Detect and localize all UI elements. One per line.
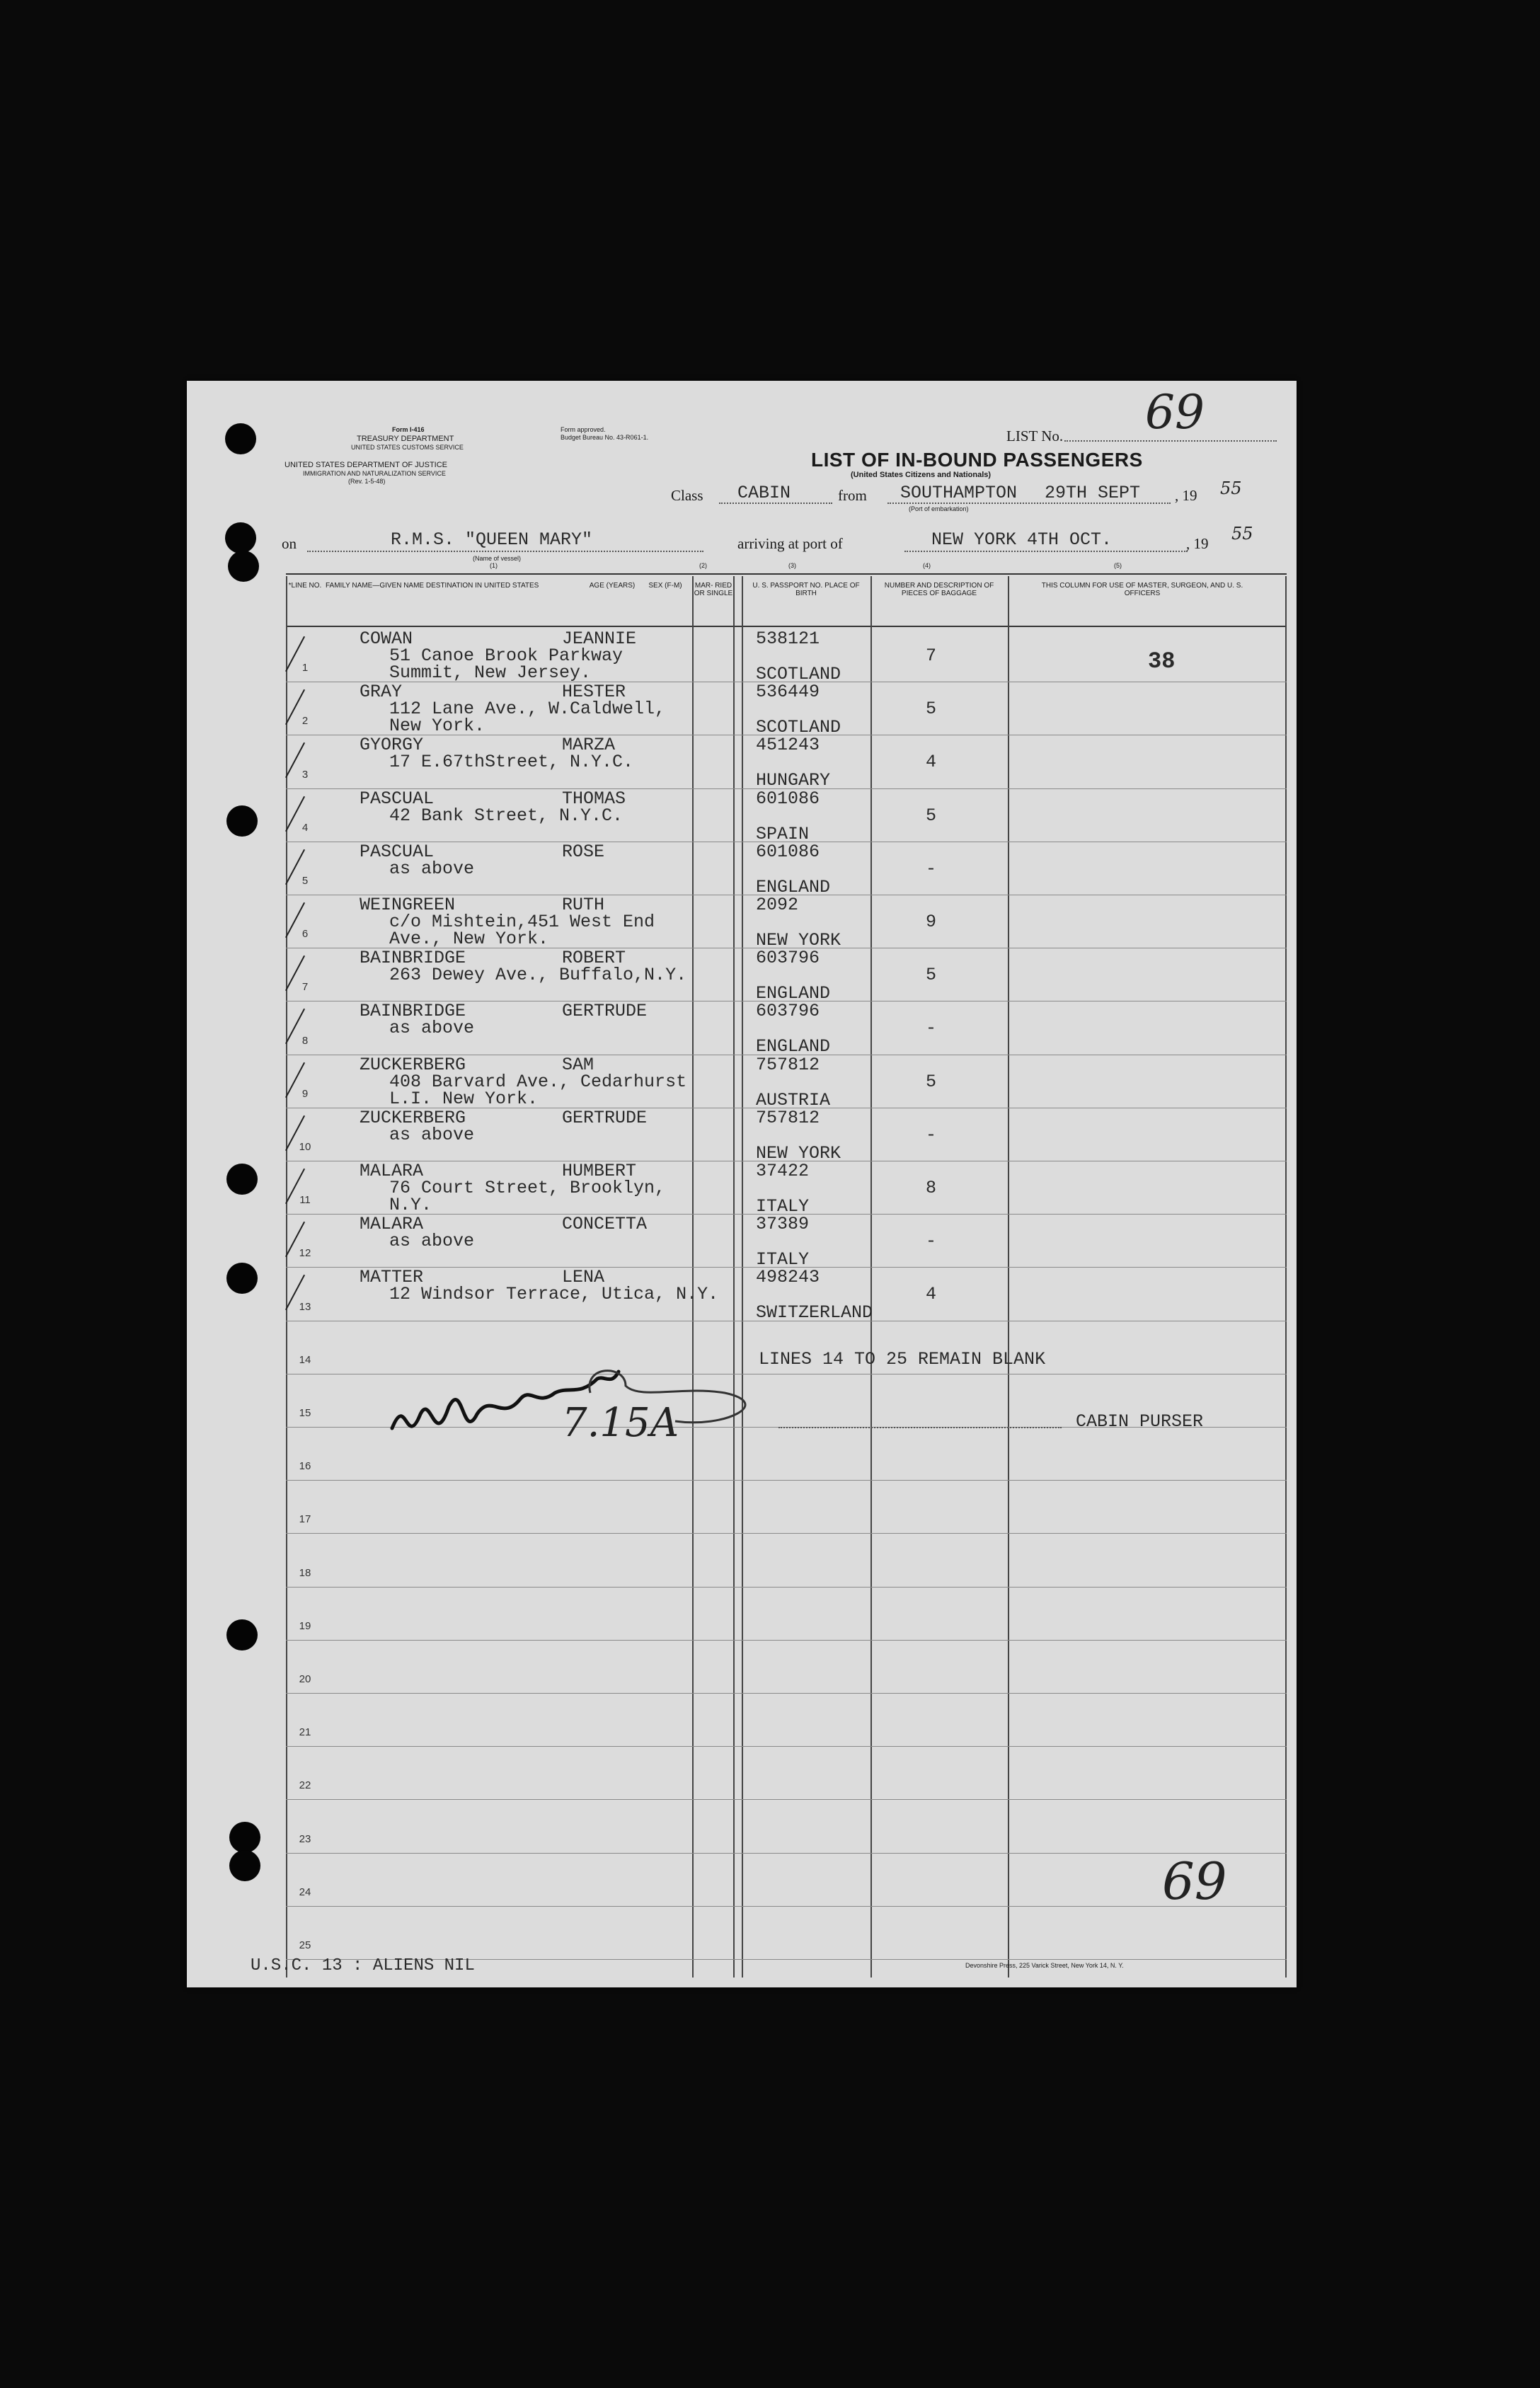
- passenger-family-name: GRAY: [360, 682, 403, 703]
- passenger-passport-no: 757812: [756, 1107, 820, 1128]
- passenger-baggage: 5: [926, 1071, 937, 1092]
- year-value: 55: [1220, 478, 1242, 498]
- passenger-passport-no: 603796: [756, 948, 820, 969]
- list-no-label: LIST No.: [1006, 427, 1064, 444]
- passenger-given-name: JEANNIE: [562, 628, 637, 649]
- punch-hole: [229, 1850, 260, 1881]
- passenger-family-name: COWAN: [360, 628, 413, 649]
- col-divider: [1285, 576, 1287, 1977]
- row-rule: [286, 1693, 1287, 1694]
- punch-hole: [226, 1164, 258, 1195]
- passenger-address-line2: L.I. New York.: [389, 1088, 539, 1109]
- punch-hole: [228, 551, 259, 582]
- punch-hole: [225, 522, 256, 553]
- departure-date: 29TH SEPT: [1045, 483, 1141, 503]
- form-number: Form I-416: [392, 426, 425, 433]
- punch-hole: [229, 1822, 260, 1853]
- col-divider: [870, 576, 872, 1977]
- passenger-passport-no: 451243: [756, 735, 820, 756]
- passenger-address-line1: 17 E.67thStreet, N.Y.C.: [389, 752, 634, 773]
- form-approved: Form approved.: [561, 426, 606, 433]
- passenger-family-name: WEINGREEN: [360, 895, 456, 915]
- row-number: 20: [299, 1673, 311, 1685]
- row-number: 15: [299, 1407, 311, 1419]
- passenger-address-line1: c/o Mishtein,451 West End: [389, 912, 655, 932]
- passenger-birthplace: ENGLAND: [756, 876, 831, 897]
- col-divider: [1008, 576, 1009, 1977]
- footer-aliens-note: U.S.C. 13 : ALIENS NIL: [251, 1956, 475, 1975]
- passenger-address-line1: 51 Canoe Brook Parkway: [389, 645, 624, 666]
- row-number: 11: [299, 1194, 311, 1207]
- col-divider: [692, 576, 694, 1977]
- row-number: 18: [299, 1566, 311, 1579]
- row-number: 14: [299, 1353, 311, 1366]
- passenger-given-name: GERTRUDE: [562, 1107, 648, 1128]
- passenger-passport-no: 536449: [756, 682, 820, 703]
- page-number-handwritten: 69: [1162, 1852, 1227, 1911]
- row-number: 2: [301, 715, 309, 728]
- passenger-given-name: RUTH: [562, 895, 605, 915]
- row-number: 1: [301, 662, 309, 675]
- col-divider: [733, 576, 735, 1977]
- officer-note: 38: [1148, 648, 1176, 675]
- passenger-baggage: 9: [926, 912, 937, 932]
- passenger-family-name: PASCUAL: [360, 841, 435, 862]
- passenger-birthplace: SCOTLAND: [756, 717, 841, 738]
- passenger-baggage: -: [926, 1231, 937, 1252]
- arrival-value: NEW YORK 4TH OCT.: [931, 529, 1113, 550]
- col-num-3: (3): [788, 562, 796, 569]
- list-title: LIST OF IN-BOUND PASSENGERS: [811, 449, 1143, 471]
- ins-service: IMMIGRATION AND NATURALIZATION SERVICE: [303, 470, 446, 477]
- list-no-line: [1064, 440, 1277, 442]
- col-divider: [286, 576, 287, 1977]
- passenger-birthplace: SWITZERLAND: [756, 1302, 873, 1324]
- punch-hole: [226, 1619, 258, 1651]
- passenger-address-line2: N.Y.: [389, 1195, 432, 1215]
- row-rule: [286, 1587, 1287, 1588]
- col-head-married: MAR- RIED OR SINGLE: [694, 582, 733, 597]
- col-num-5: (5): [1114, 562, 1122, 569]
- row-number: 3: [301, 768, 309, 781]
- arrival-year-prefix: , 19: [1186, 535, 1209, 552]
- passenger-address-line1: as above: [389, 858, 475, 879]
- passenger-baggage: 5: [926, 805, 937, 826]
- passenger-given-name: ROSE: [562, 841, 605, 862]
- passenger-baggage: -: [926, 1018, 937, 1039]
- row-number: 22: [299, 1779, 311, 1792]
- col-num-1: (1): [490, 562, 498, 569]
- passenger-birthplace: NEW YORK: [756, 930, 841, 951]
- passenger-passport-no: 498243: [756, 1267, 820, 1288]
- passenger-passport-no: 37389: [756, 1214, 810, 1235]
- row-number: 10: [299, 1141, 311, 1153]
- row-rule: [286, 1853, 1287, 1854]
- passenger-family-name: MALARA: [360, 1161, 424, 1181]
- from-line: [887, 503, 1171, 504]
- col-num-2: (2): [699, 562, 707, 569]
- passenger-list-sheet: [187, 381, 1297, 1987]
- passenger-given-name: HESTER: [562, 682, 626, 703]
- passenger-family-name: PASCUAL: [360, 788, 435, 809]
- class-label: Class: [671, 487, 703, 504]
- passenger-passport-no: 601086: [756, 841, 820, 862]
- arriving-label: arriving at port of: [737, 535, 843, 552]
- passenger-family-name: BAINBRIDGE: [360, 1001, 466, 1022]
- col-head-passport: U. S. PASSPORT NO. PLACE OF BIRTH: [752, 582, 860, 597]
- passenger-given-name: LENA: [562, 1267, 605, 1288]
- col-num-4: (4): [923, 562, 931, 569]
- row-rule: [286, 1640, 1287, 1641]
- passenger-given-name: SAM: [562, 1054, 594, 1075]
- vessel-note: (Name of vessel): [473, 555, 522, 562]
- passenger-address-line1: as above: [389, 1231, 475, 1252]
- row-rule: [286, 1799, 1287, 1800]
- list-no-handwritten: 69: [1145, 385, 1205, 440]
- passenger-birthplace: NEW YORK: [756, 1142, 841, 1164]
- col-head-age: AGE (YEARS): [589, 582, 636, 590]
- row-number: 12: [299, 1247, 311, 1260]
- arrival-year: 55: [1231, 524, 1253, 544]
- passenger-baggage: 5: [926, 699, 937, 720]
- row-number: 4: [301, 821, 309, 834]
- blank-lines-note: LINES 14 TO 25 REMAIN BLANK: [759, 1349, 1046, 1370]
- passenger-given-name: GERTRUDE: [562, 1001, 648, 1022]
- budget-bureau: Budget Bureau No. 43-R061-1.: [561, 434, 649, 441]
- punch-hole: [226, 805, 258, 837]
- row-number: 21: [299, 1726, 311, 1739]
- passenger-address-line1: as above: [389, 1124, 475, 1145]
- row-number: 13: [299, 1300, 311, 1313]
- table-header-rule: [286, 626, 1287, 627]
- passenger-baggage: 4: [926, 1284, 937, 1305]
- year-prefix: , 19: [1175, 487, 1197, 504]
- passenger-passport-no: 37422: [756, 1161, 810, 1181]
- col-divider: [742, 576, 743, 1977]
- from-value: SOUTHAMPTON: [900, 483, 1018, 503]
- passenger-address-line1: 42 Bank Street, N.Y.C.: [389, 805, 624, 826]
- footer-printer: Devonshire Press, 225 Varick Street, New York 14, N. Y.: [965, 1962, 1124, 1969]
- punch-hole: [225, 423, 256, 454]
- passenger-birthplace: ITALY: [756, 1196, 810, 1217]
- passenger-family-name: GYORGY: [360, 735, 424, 756]
- row-rule: [286, 1746, 1287, 1747]
- passenger-address-line1: 76 Court Street, Brooklyn,: [389, 1178, 666, 1198]
- passenger-given-name: MARZA: [562, 735, 616, 756]
- justice-dept: UNITED STATES DEPARTMENT OF JUSTICE: [285, 461, 448, 469]
- passenger-given-name: ROBERT: [562, 948, 626, 969]
- passenger-birthplace: ENGLAND: [756, 1036, 831, 1057]
- col-head-name: FAMILY NAME—GIVEN NAME DESTINATION IN UNITED STATES: [326, 582, 539, 590]
- class-line: [719, 503, 832, 504]
- passenger-family-name: MATTER: [360, 1267, 424, 1288]
- passenger-family-name: ZUCKERBERG: [360, 1107, 466, 1128]
- row-number: 9: [301, 1087, 309, 1100]
- port-note: (Port of embarkation): [909, 505, 969, 512]
- passenger-baggage: -: [926, 1124, 937, 1145]
- passenger-address-line1: 263 Dewey Ave., Buffalo,N.Y.: [389, 965, 687, 986]
- row-number: 16: [299, 1460, 311, 1473]
- passenger-address-line1: as above: [389, 1018, 475, 1039]
- row-number: 7: [301, 981, 309, 994]
- punch-hole: [226, 1263, 258, 1294]
- row-rule: [286, 1533, 1287, 1534]
- row-number: 24: [299, 1885, 311, 1898]
- passenger-baggage: 4: [926, 752, 937, 773]
- arrival-line: [904, 551, 1188, 552]
- passenger-address-line1: 12 Windsor Terrace, Utica, N.Y.: [389, 1284, 719, 1305]
- row-number: 8: [301, 1034, 309, 1047]
- passenger-address-line2: Ave., New York.: [389, 929, 549, 949]
- passenger-given-name: CONCETTA: [562, 1214, 648, 1235]
- customs-service: UNITED STATES CUSTOMS SERVICE: [351, 444, 464, 451]
- vessel-line: [307, 551, 703, 552]
- passenger-baggage: 7: [926, 645, 937, 666]
- passenger-birthplace: ITALY: [756, 1249, 810, 1270]
- row-number: 6: [301, 928, 309, 941]
- row-number: 17: [299, 1513, 311, 1526]
- vessel-value: R.M.S. "QUEEN MARY": [391, 529, 593, 550]
- passenger-address-line2: Summit, New Jersey.: [389, 662, 592, 683]
- row-number: 23: [299, 1832, 311, 1845]
- passenger-birthplace: ENGLAND: [756, 983, 831, 1004]
- passenger-passport-no: 2092: [756, 895, 799, 915]
- passenger-passport-no: 757812: [756, 1054, 820, 1075]
- col-head-baggage: NUMBER AND DESCRIPTION OF PIECES OF BAGGAGE: [884, 582, 994, 597]
- passenger-address-line1: 112 Lane Ave., W.Caldwell,: [389, 699, 666, 720]
- row-number: 5: [301, 875, 309, 887]
- passenger-birthplace: AUSTRIA: [756, 1089, 831, 1110]
- revision: (Rev. 1-5-48): [348, 478, 386, 485]
- class-value: CABIN: [737, 483, 791, 503]
- passenger-birthplace: HUNGARY: [756, 770, 831, 791]
- row-number: 25: [299, 1939, 311, 1951]
- row-rule: [286, 1906, 1287, 1907]
- on-label: on: [282, 535, 297, 552]
- passenger-family-name: BAINBRIDGE: [360, 948, 466, 969]
- col-head-line: *LINE NO.: [288, 582, 322, 590]
- passenger-address-line1: 408 Barvard Ave., Cedarhurst: [389, 1071, 687, 1092]
- passenger-baggage: 8: [926, 1178, 937, 1198]
- passenger-birthplace: SPAIN: [756, 823, 810, 844]
- table-top-rule: [286, 573, 1287, 575]
- purser-label: CABIN PURSER: [1076, 1411, 1204, 1432]
- list-subtitle: (United States Citizens and Nationals): [851, 471, 992, 479]
- passenger-baggage: 5: [926, 965, 937, 986]
- passenger-passport-no: 603796: [756, 1001, 820, 1022]
- passenger-given-name: THOMAS: [562, 788, 626, 809]
- passenger-given-name: HUMBERT: [562, 1161, 637, 1181]
- col-head-sex: SEX (F-M): [648, 582, 682, 590]
- passenger-passport-no: 601086: [756, 788, 820, 809]
- passenger-birthplace: SCOTLAND: [756, 664, 841, 684]
- col-head-officers: THIS COLUMN FOR USE OF MASTER, SURGEON, AND U. S. OFFICERS: [1041, 582, 1243, 597]
- passenger-family-name: ZUCKERBERG: [360, 1054, 466, 1075]
- treasury-dept: TREASURY DEPARTMENT: [357, 435, 454, 443]
- row-number: 19: [299, 1619, 311, 1632]
- passenger-address-line2: New York.: [389, 716, 485, 737]
- officer-stamp-handwritten: 7.15A: [562, 1400, 679, 1446]
- from-label: from: [838, 487, 867, 504]
- passenger-baggage: -: [926, 858, 937, 879]
- passenger-family-name: MALARA: [360, 1214, 424, 1235]
- passenger-passport-no: 538121: [756, 628, 820, 649]
